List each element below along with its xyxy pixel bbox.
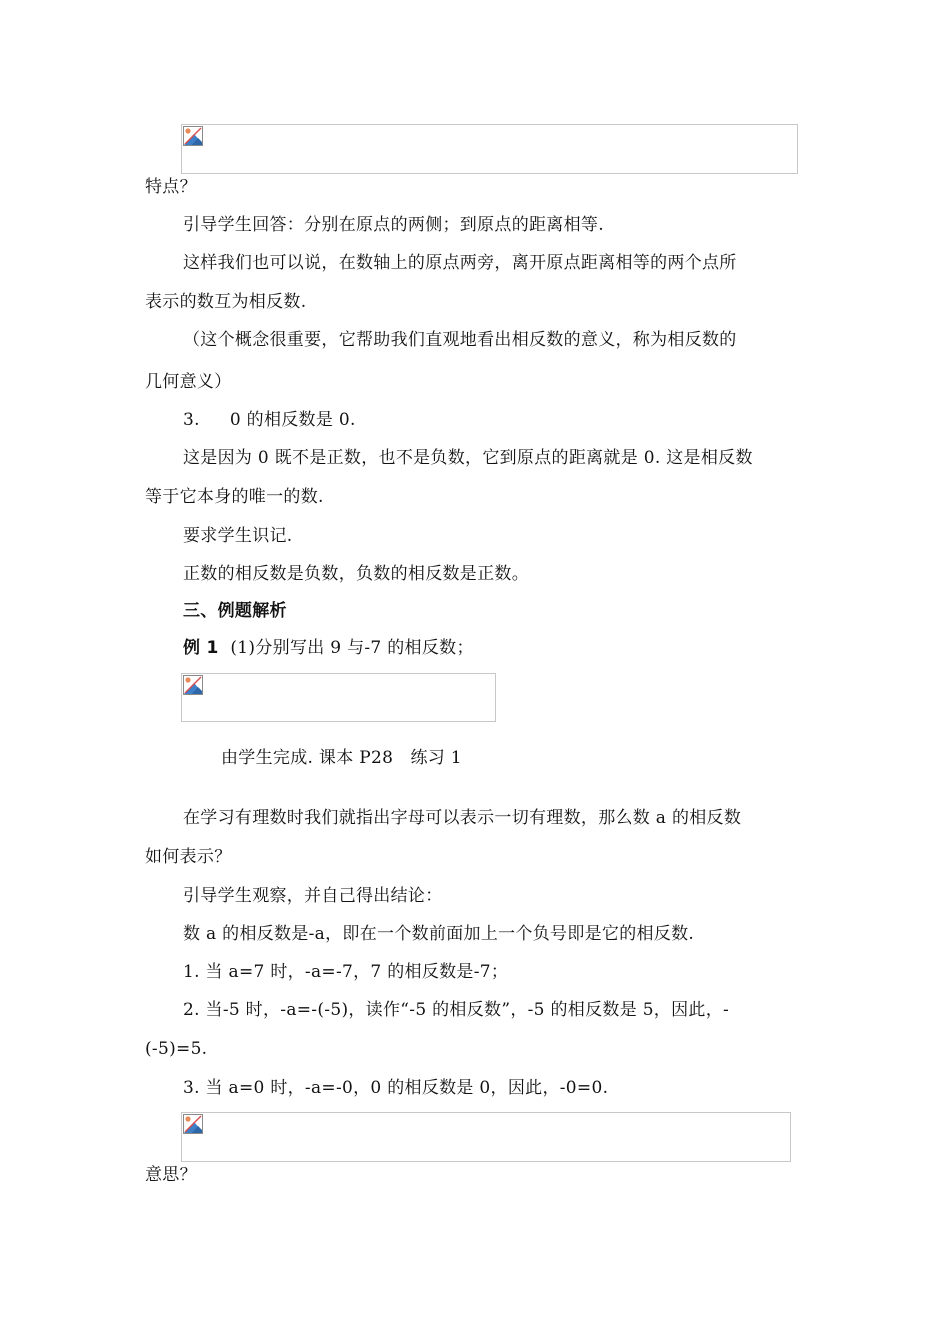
paragraph-line: 引导学生观察，并自己得出结论： <box>183 886 443 906</box>
item-text: 0 的相反数是 0. <box>229 410 356 430</box>
example-label: 例 1 <box>183 638 219 658</box>
paragraph-line: 引导学生回答：分别在原点的两侧；到原点的距离相等. <box>183 215 604 235</box>
paragraph-line: 在学习有理数时我们就指出字母可以表示一切有理数，那么数 a 的相反数 <box>183 808 742 828</box>
numbered-item-3 <box>183 408 356 432</box>
example-text: (1)分别写出 9 与-7 的相反数； <box>230 638 474 658</box>
paragraph-line: 2. 当-5 时，-a=-(-5)，读作“-5 的相反数”，-5 的相反数是 5，因此，- <box>183 1000 730 1020</box>
paragraph-line: (-5)=5. <box>145 1039 208 1059</box>
paragraph-line: 意思？ <box>145 1165 197 1185</box>
paragraph-line: 这是因为 0 既不是正数，也不是负数，它到原点的距离就是 0. 这是相反数 <box>183 448 753 468</box>
embedded-image-1 <box>181 124 798 174</box>
embedded-image-2 <box>181 673 496 722</box>
broken-image-icon <box>183 126 203 146</box>
paragraph-line: 这样我们也可以说，在数轴上的原点两旁，离开原点距离相等的两个点所 <box>183 253 737 273</box>
paragraph-line: （这个概念很重要，它帮助我们直观地看出相反数的意义，称为相反数的 <box>183 330 737 350</box>
paragraph-line: 3. 当 a=0 时，-a=-0，0 的相反数是 0，因此，-0=0. <box>183 1078 609 1098</box>
paragraph-line: 等于它本身的唯一的数. <box>145 487 324 507</box>
embedded-image-3 <box>181 1112 791 1162</box>
item-number: 3. <box>183 410 200 430</box>
paragraph-line: 要求学生识记. <box>183 526 293 546</box>
paragraph-line: 表示的数互为相反数. <box>145 292 307 312</box>
paragraph-line: 1. 当 a=7 时，-a=-7，7 的相反数是-7； <box>183 962 509 982</box>
paragraph-line: 几何意义） <box>145 372 232 392</box>
paragraph-line: 正数的相反数是负数，负数的相反数是正数。 <box>183 564 529 584</box>
paragraph-line: 特点？ <box>145 177 197 197</box>
paragraph-line: 如何表示？ <box>145 847 232 867</box>
paragraph-line: 由学生完成. 课本 P28 练习 1 <box>221 748 462 768</box>
section-heading: 三、例题解析 <box>183 601 287 621</box>
broken-image-icon <box>183 1114 203 1134</box>
example-1 <box>183 636 474 660</box>
broken-image-icon <box>183 675 203 695</box>
paragraph-line: 数 a 的相反数是-a，即在一个数前面加上一个负号即是它的相反数. <box>183 924 695 944</box>
